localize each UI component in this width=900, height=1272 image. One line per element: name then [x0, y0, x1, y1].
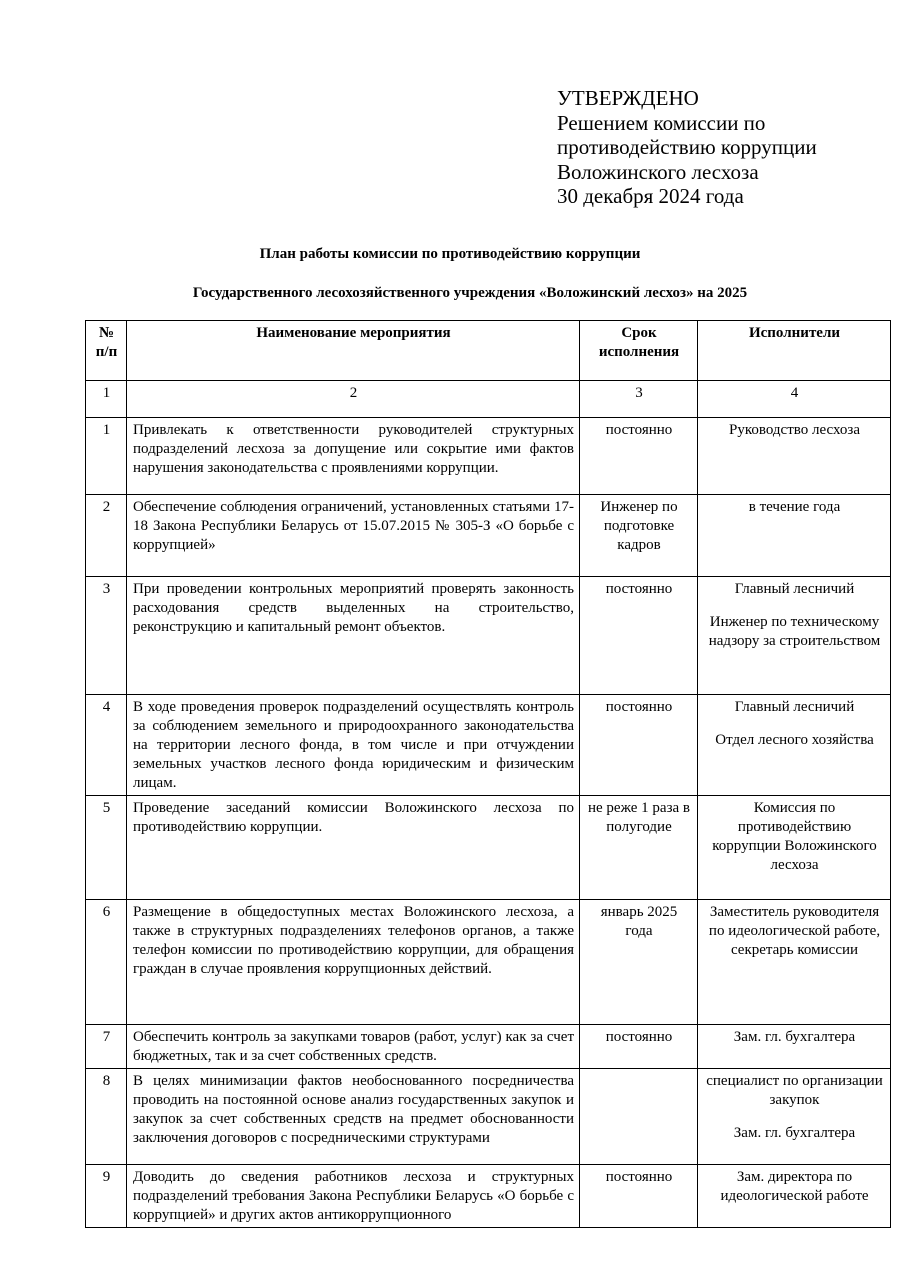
row-executors: специалист по организации закупок Зам. гл. бухгалтера — [698, 1069, 891, 1165]
row-number: 2 — [86, 495, 127, 577]
document-subtitle: Государственного лесохозяйственного учреждения «Воложинский лесхоз» на 2025 — [192, 285, 748, 301]
row-activity: При проведении контрольных мероприятий проверять законность расходования средств выделенных на строительство, реконструкцию и капитальный ремонт объектов. — [127, 577, 580, 695]
row-executors: в течение года — [698, 495, 891, 577]
column-number: 2 — [127, 381, 580, 418]
row-term: не реже 1 раза в полугодие — [580, 796, 698, 900]
table-row — [86, 695, 891, 796]
column-number: 3 — [580, 381, 698, 418]
row-executors: Заместитель руководителя по идеологической работе, секретарь комиссии — [698, 900, 891, 1025]
row-executors: Главный лесничий Отдел лесного хозяйства — [698, 695, 891, 796]
row-executors: Руководство лесхоза — [698, 418, 891, 495]
row-term: январь 2025 года — [580, 900, 698, 1025]
row-activity: Проведение заседаний комиссии Воложинского лесхоза по противодействию коррупции. — [127, 796, 580, 900]
row-term: постоянно — [580, 418, 698, 495]
row-number: 9 — [86, 1165, 127, 1228]
table-row — [86, 900, 891, 1025]
row-executors: Комиссия по противодействию коррупции Воложинского лесхоза — [698, 796, 891, 900]
row-term: постоянно — [580, 1025, 698, 1069]
row-executors: Зам. директора по идеологической работе — [698, 1165, 891, 1228]
column-number: 4 — [698, 381, 891, 418]
row-number: 3 — [86, 577, 127, 695]
header-executors: Исполнители — [698, 321, 891, 381]
row-executors: Главный лесничий Инженер по техническому надзору за строительством — [698, 577, 891, 695]
row-term: постоянно — [580, 577, 698, 695]
approval-date: 30 декабря 2024 года — [557, 184, 744, 208]
header-number: № п/п — [86, 321, 127, 381]
row-term: постоянно — [580, 695, 698, 796]
row-number: 1 — [86, 418, 127, 495]
table-row — [86, 1165, 891, 1228]
column-number: 1 — [86, 381, 127, 418]
row-number: 7 — [86, 1025, 127, 1069]
header-term: Срок исполнения — [580, 321, 698, 381]
table-row — [86, 1069, 891, 1165]
row-term: Инженер по подготовке кадров — [580, 495, 698, 577]
row-activity: Привлекать к ответственности руководителей структурных подразделений лесхоза за допущение или сокрытие ими фактов нарушения законодательства с проявлениями коррупции. — [127, 418, 580, 495]
table-row — [86, 796, 891, 900]
approval-line: противодействию коррупции — [557, 135, 817, 159]
table-row — [86, 495, 891, 577]
row-activity: В ходе проведения проверок подразделений осуществлять контроль за соблюдением земельного и природоохранного законодательства на территории лесного фонда, в том числе и при отчуждении земельных участков лесного фонда юридическим и физическим лицам. — [127, 695, 580, 796]
row-activity: В целях минимизации фактов необоснованного посредничества проводить на постоянной основе анализ государственных закупок и закупок за счет собственных средств на предмет обоснованности заключения договоров с посредническими структурами — [127, 1069, 580, 1165]
row-activity: Обеспечить контроль за закупками товаров (работ, услуг) как за счет бюджетных, так и за счет собственных средств. — [127, 1025, 580, 1069]
table-row — [86, 1025, 891, 1069]
row-activity: Обеспечение соблюдения ограничений, установленных статьями 17-18 Закона Республики Беларусь от 15.07.2015 № 305-З «О борьбе с коррупцией» — [127, 495, 580, 577]
table-row — [86, 418, 891, 495]
document-title: План работы комиссии по противодействию коррупции — [259, 246, 641, 262]
row-executors: Зам. гл. бухгалтера — [698, 1025, 891, 1069]
work-plan-table — [85, 320, 891, 1228]
header-name: Наименование мероприятия — [127, 321, 580, 381]
row-term — [580, 1069, 698, 1165]
row-activity: Размещение в общедоступных местах Воложинского лесхоза, а также в структурных подразделениях телефонов органов, а также телефон комиссии по противодействию коррупции, для обращения граждан в случае проявления коррупционных действий. — [127, 900, 580, 1025]
row-number: 4 — [86, 695, 127, 796]
row-number: 8 — [86, 1069, 127, 1165]
approval-line: Воложинского лесхоза — [557, 159, 759, 184]
approval-line: УТВЕРЖДЕНО — [557, 86, 699, 110]
table-header-row — [86, 321, 891, 381]
row-number: 6 — [86, 900, 127, 1025]
approval-stamp — [557, 86, 817, 209]
column-numbers-row — [86, 381, 891, 418]
table-row — [86, 577, 891, 695]
row-term: постоянно — [580, 1165, 698, 1228]
row-activity: Доводить до сведения работников лесхоза и структурных подразделений требования Закона Республики Беларусь «О борьбе с коррупцией» и других актов антикоррупционного — [127, 1165, 580, 1228]
approval-line: Решением комиссии по — [557, 110, 766, 135]
row-number: 5 — [86, 796, 127, 900]
